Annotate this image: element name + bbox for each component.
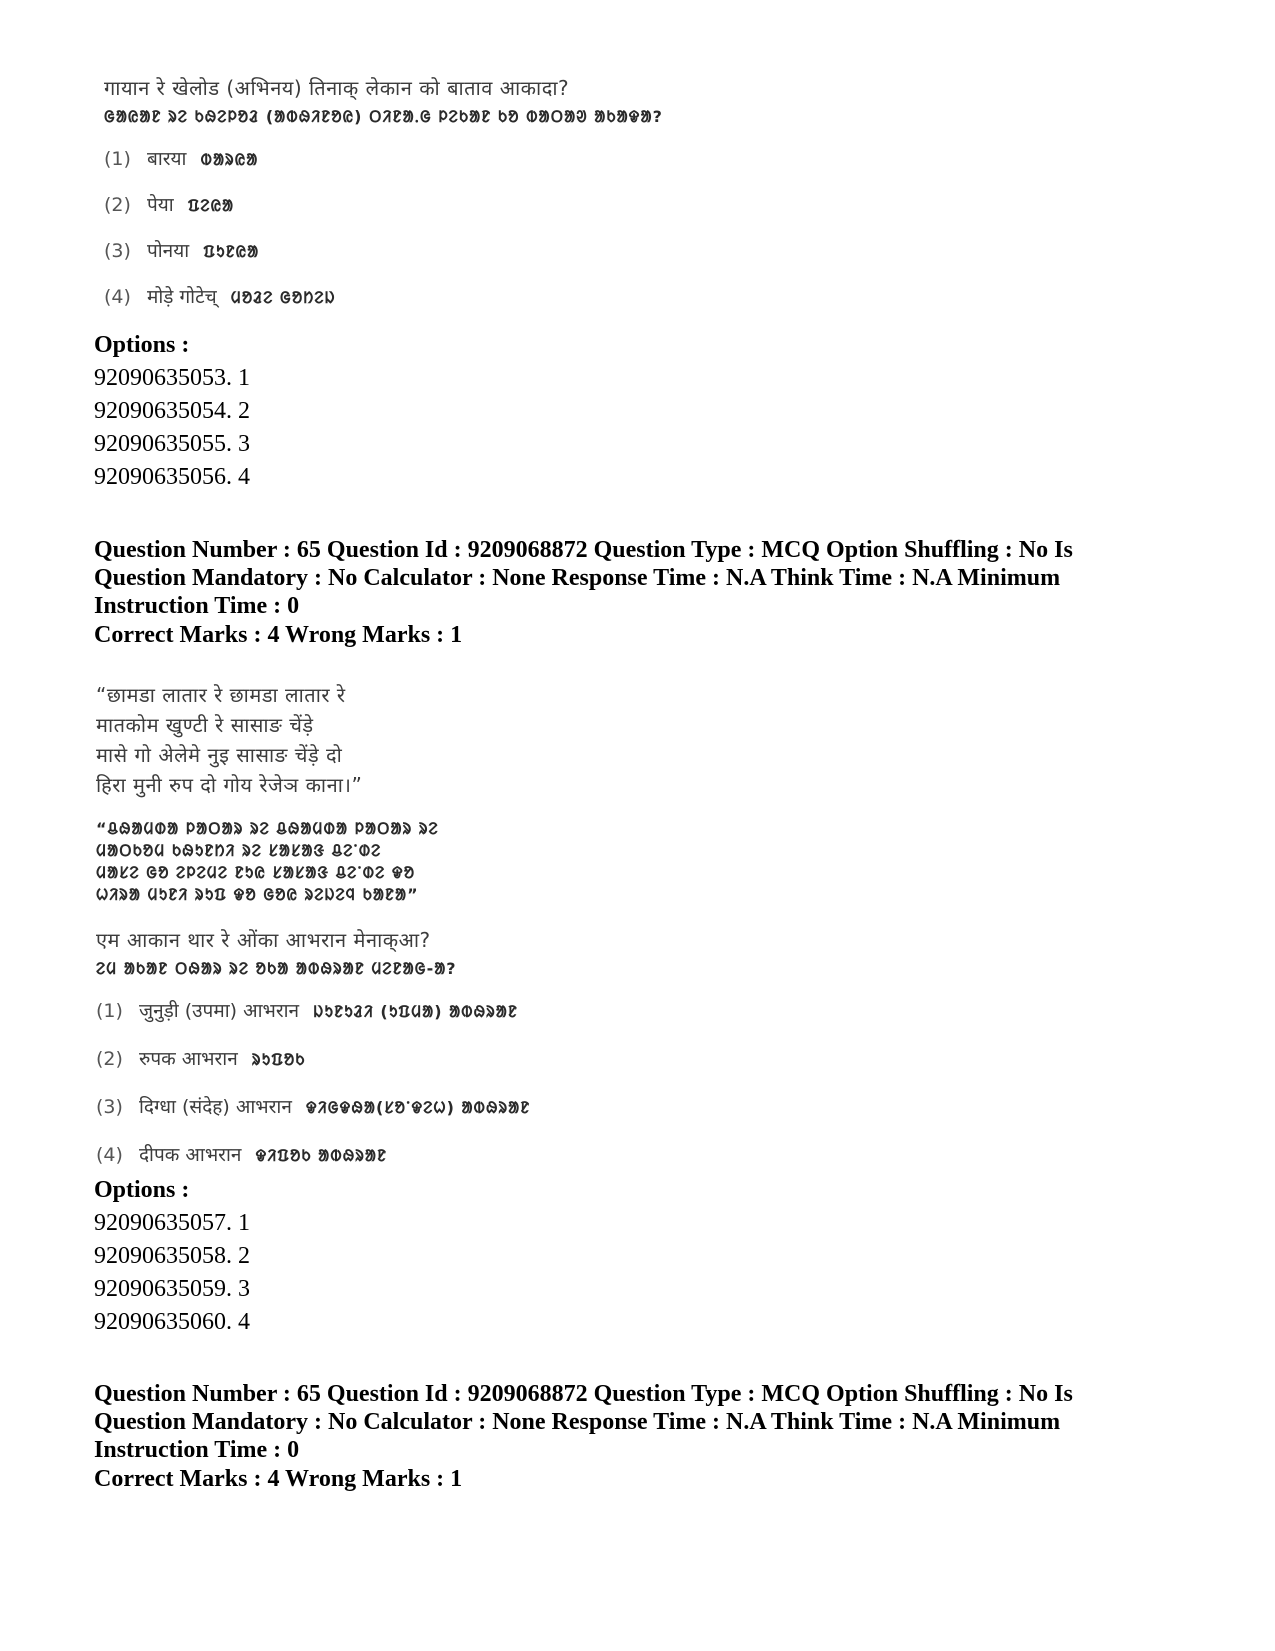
question-text-olchiki: ᱮᱢ ᱟᱠᱟᱱ ᱛᱷᱟᱨ ᱨᱮ ᱚᱠᱟ ᱟᱵᱷᱨᱟᱱ ᱢᱮᱱᱟᱜ-ᱟ?	[96, 959, 457, 978]
poem-line-hindi: मातकोम खुण्टी रे सासाङ चेंड़े	[96, 713, 314, 737]
option-2: (2) पेया ᱯᱮᱭᱟ	[104, 194, 235, 216]
marks-q65: Correct Marks : 4 Wrong Marks : 1	[94, 622, 463, 648]
options-block-q64	[94, 329, 250, 494]
option-id: 92090635059. 3	[94, 1276, 250, 1302]
poem-line-hindi: मासे गो अेलेमे नुइ सासाङ चेंड़े दो	[96, 743, 343, 767]
poem-line-hindi: हिरा मुनी रुप दो गोय रेजेञ काना।”	[96, 773, 363, 797]
option-3: (3) पोनया ᱯᱩᱱᱭᱟ	[104, 240, 260, 262]
question-text-olchiki: ᱜᱟᱭᱟᱱ ᱨᱮ ᱠᱷᱮᱞᱚᱲ (ᱟᱵᱷᱤᱱᱚᱭ) ᱛᱤᱱᱟᱹᱜ ᱞᱮᱠᱟᱱ ᱠᱚ ᱵᱟᱛᱟᱣ ᱟᱠᱟᱫᱟ?	[104, 107, 663, 126]
option-id: 92090635060. 4	[94, 1309, 250, 1335]
option-id: 92090635057. 1	[94, 1210, 250, 1236]
poem-line-olchiki: ᱢᱟᱛᱠᱚᱢ ᱠᱷᱩᱱᱴᱤ ᱨᱮ ᱥᱟᱥᱟᱝ ᱪᱮᱸᱰᱮ	[96, 841, 382, 860]
question-text-hindi: गायान रे खेलोड (अभिनय) तिनाक् लेकान को बाताव आकादा?	[104, 76, 570, 100]
option-id: 92090635058. 2	[94, 1243, 250, 1269]
question-image-q65	[96, 680, 530, 1167]
marks-next: Correct Marks : 4 Wrong Marks : 1	[94, 1466, 463, 1492]
poem-line-olchiki: ᱦᱤᱨᱟ ᱢᱩᱱᱤ ᱨᱩᱯ ᱫᱚ ᱜᱚᱭ ᱨᱮᱡᱮᱧ ᱠᱟᱱᱟ”	[96, 885, 419, 904]
options-label: Options :	[94, 332, 190, 358]
option-4: (4) दीपक आभरान ᱫᱤᱯᱚᱠ ᱟᱵᱷᱨᱟᱱ	[96, 1144, 388, 1166]
option-id: 92090635056. 4	[94, 464, 250, 490]
question-text-hindi: एम आकान थार रे ओंका आभरान मेनाक्आ?	[96, 928, 431, 952]
poem-line-hindi: “छामडा लातार रे छामडा लातार रे	[96, 683, 346, 707]
question-meta-q65: Question Number : 65 Question Id : 9209068872 Question Type : MCQ Option Shuffling : No Is Question Mandatory : No Calculator : None Response Time : N.A Think Time : N.A Minimum Instruction Time : 0	[94, 537, 1073, 619]
option-1: (1) बारया ᱵᱟᱨᱭᱟ	[104, 148, 259, 170]
option-3: (3) दिग्धा (संदेह) आभरान ᱫᱤᱜᱫᱷᱟ(ᱥᱚᱸᱫᱮᱦ) ᱟᱵᱷᱨᱟᱱ	[96, 1096, 531, 1118]
option-1: (1) जुनुड़ी (उपमा) आभरान ᱡᱩᱱᱩᱲᱤ (ᱩᱯᱢᱟ) ᱟᱵᱷᱨᱟᱱ	[96, 1000, 518, 1022]
option-id: 92090635055. 3	[94, 431, 250, 457]
options-label: Options :	[94, 1177, 190, 1203]
option-2: (2) रुपक आभरान ᱨᱩᱯᱚᱠ	[96, 1048, 306, 1070]
question-meta-next: Question Number : 65 Question Id : 9209068872 Question Type : MCQ Option Shuffling : No Is Question Mandatory : No Calculator : None Response Time : N.A Think Time : N.A Minimum Instruction Time : 0	[94, 1381, 1073, 1463]
option-4: (4) मोड़े गोटेच् ᱢᱚᱲᱮ ᱜᱚᱴᱮᱡ	[104, 286, 336, 308]
option-id: 92090635054. 2	[94, 398, 250, 424]
option-id: 92090635053. 1	[94, 365, 250, 391]
options-block-q65	[94, 1174, 250, 1339]
poem-line-olchiki: “ᱪᱷᱟᱢᱰᱟ ᱞᱟᱛᱟᱨ ᱨᱮ ᱪᱷᱟᱢᱰᱟ ᱞᱟᱛᱟᱨ ᱨᱮ	[96, 819, 439, 838]
question-image-q64	[104, 74, 663, 309]
poem-line-olchiki: ᱢᱟᱥᱮ ᱜᱚ ᱮᱞᱮᱢᱮ ᱱᱩᱭ ᱥᱟᱥᱟᱝ ᱪᱮᱸᱰᱮ ᱫᱚ	[96, 863, 416, 882]
